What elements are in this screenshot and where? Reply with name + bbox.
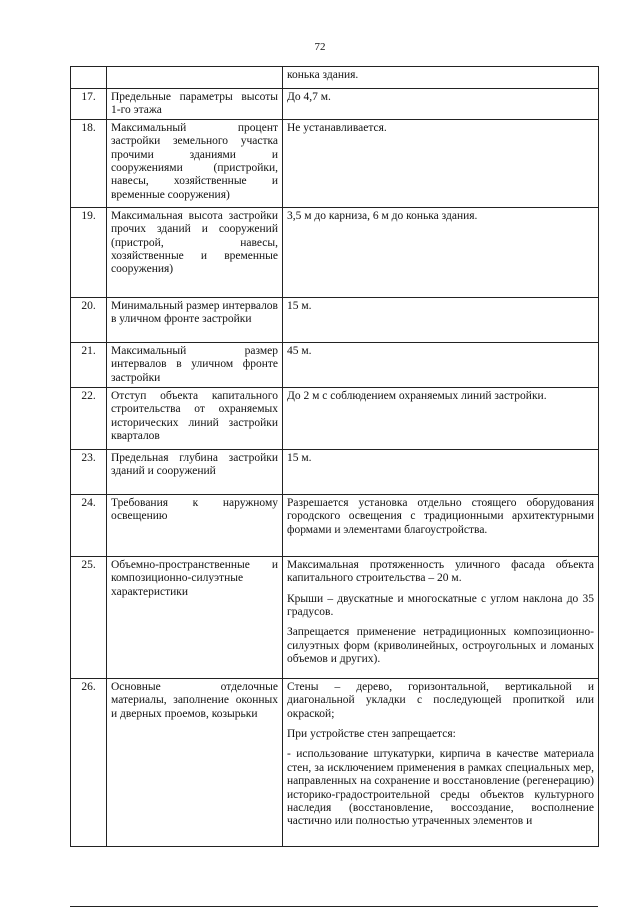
parameter-name: Максимальный размер интервалов в уличном фронте застройки: [107, 342, 283, 387]
page-number: 72: [314, 41, 326, 53]
parameter-name: Предельные параметры высоты 1-го этажа: [107, 89, 283, 120]
parameter-value: [283, 449, 599, 494]
row-number: [71, 67, 107, 89]
row-number: 22.: [71, 387, 107, 449]
table-row: [71, 342, 599, 387]
value-paragraph: Не устанавливается.: [287, 121, 387, 134]
row-number: 20.: [71, 297, 107, 342]
table-row: [71, 297, 599, 342]
parameter-value: [283, 67, 599, 89]
parameter-name: Отступ объекта капитального строительства от охраняемых исторических линий застройки кварталов: [107, 387, 283, 449]
row-number: 17.: [71, 89, 107, 120]
parameter-name: [107, 67, 283, 89]
table-row: [71, 67, 599, 89]
row-number: 26.: [71, 678, 107, 846]
parameter-value: [283, 494, 599, 556]
table-row: [71, 207, 599, 297]
parameter-value: [283, 387, 599, 449]
parameter-value: [283, 342, 599, 387]
parameter-value: [283, 119, 599, 207]
value-paragraph: До 2 м с соблюдением охраняемых линий застройки.: [287, 389, 547, 402]
value-paragraph: При устройстве стен запрещается:: [287, 728, 456, 741]
table-row: [71, 119, 599, 207]
row-number: 21.: [71, 342, 107, 387]
row-number: 19.: [71, 207, 107, 297]
table-row: [71, 556, 599, 678]
parameter-value: [283, 678, 599, 846]
value-paragraph: Запрещается применение нетрадиционных композиционно-силуэтных форм (криволинейных, остроугольных и ломаных объемов и других).: [287, 626, 594, 666]
table-bottom-border: [70, 906, 598, 907]
parameter-name: Максимальный процент застройки земельного участка прочими зданиями и сооружениями (пристройки, навесы, хозяйственные и временные сооружения): [107, 119, 283, 207]
row-number: 18.: [71, 119, 107, 207]
row-number: 25.: [71, 556, 107, 678]
parameter-name: Основные отделочные материалы, заполнение оконных и дверных проемов, козырьки: [107, 678, 283, 846]
value-paragraph: 3,5 м до карниза, 6 м до конька здания.: [287, 209, 478, 222]
value-paragraph: До 4,7 м.: [287, 91, 331, 103]
value-paragraph: конька здания.: [287, 69, 359, 81]
table-row: [71, 678, 599, 846]
value-paragraph: 15 м.: [287, 451, 312, 464]
parameter-name: Максимальная высота застройки прочих зданий и сооружений (пристрой, навесы, хозяйственные и временные сооружения): [107, 207, 283, 297]
table-row: [71, 387, 599, 449]
table-row: [71, 449, 599, 494]
parameter-name: Минимальный размер интервалов в уличном фронте застройки: [107, 297, 283, 342]
value-paragraph: Разрешается установка отдельно стоящего оборудования городского освещения с традиционными архитектурными формами и элементами благоустройства.: [287, 496, 594, 536]
parameter-value: [283, 297, 599, 342]
value-paragraph: 45 м.: [287, 344, 312, 357]
value-paragraph: - использование штукатурки, кирпича в качестве материала стен, за исключением применения в рамках специальных мер, направленных на сохранение и восстановление (регенерацию) историко-градостроительной среды объектов культурного наследия (восстановление, воссоздание, восполнение частично или полностью утраченных элементов и: [287, 748, 594, 828]
parameter-value: [283, 89, 599, 120]
row-number: 24.: [71, 494, 107, 556]
table-row: [71, 494, 599, 556]
regulations-table: [70, 66, 599, 847]
parameter-name: Предельная глубина застройки зданий и сооружений: [107, 449, 283, 494]
parameter-name: Требования к наружному освещению: [107, 494, 283, 556]
parameter-value: [283, 207, 599, 297]
value-paragraph: Стены – дерево, горизонтальной, вертикальной и диагональной укладки с последующей пропиткой или окраской;: [287, 680, 594, 720]
row-number: 23.: [71, 449, 107, 494]
table-row: [71, 89, 599, 120]
parameter-name: Объемно-пространственные и композиционно-силуэтные характеристики: [107, 556, 283, 678]
value-paragraph: 15 м.: [287, 299, 312, 312]
value-paragraph: Крыши – двускатные и многоскатные с углом наклона до 35 градусов.: [287, 592, 594, 619]
parameter-value: [283, 556, 599, 678]
value-paragraph: Максимальная протяженность уличного фасада объекта капитального строительства – 20 м.: [287, 558, 594, 585]
